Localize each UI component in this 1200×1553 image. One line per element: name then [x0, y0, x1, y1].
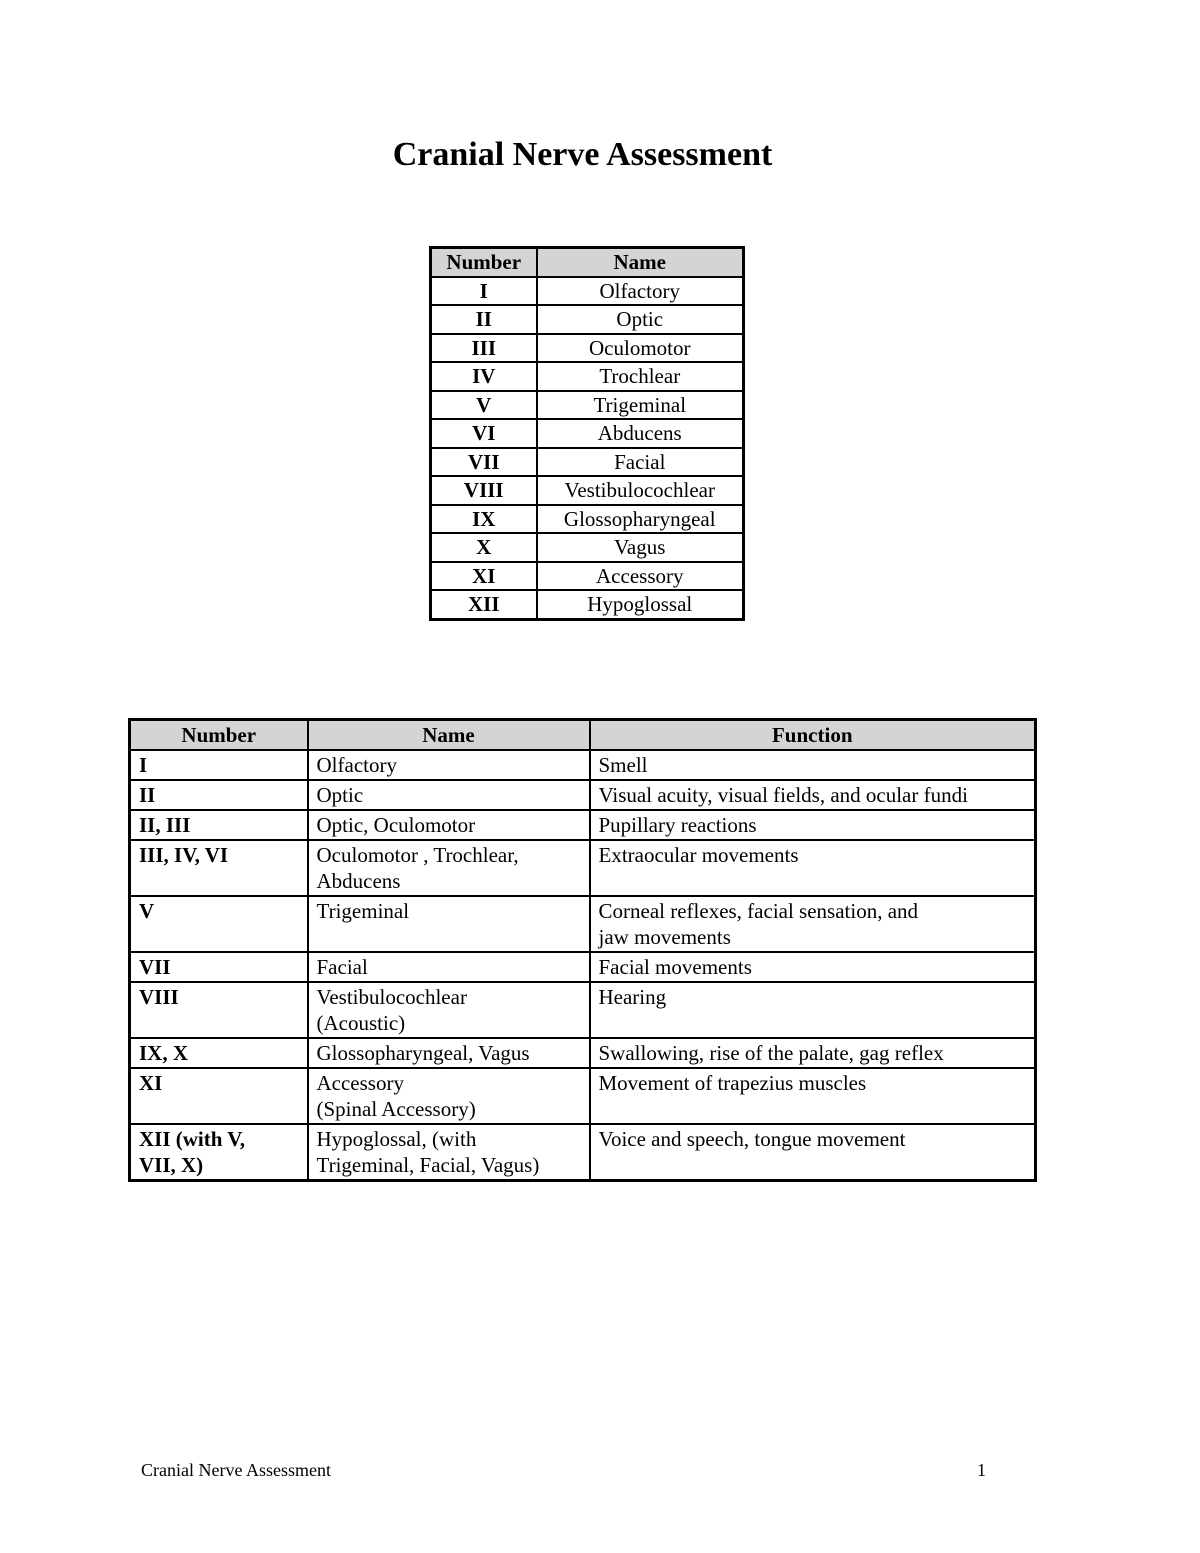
table-row: [431, 533, 744, 562]
table-header-row: [431, 248, 744, 277]
nerve-name-cell: Optic: [537, 305, 744, 334]
nerve-function-cell: Visual acuity, visual fields, and ocular fundi: [590, 780, 1036, 810]
nerve-name-cell: Optic: [308, 780, 590, 810]
nerve-number-cell: I: [431, 277, 537, 306]
nerve-name-cell: Trochlear: [537, 362, 744, 391]
table-row: [431, 305, 744, 334]
table-row: [431, 334, 744, 363]
nerve-function-cell: Facial movements: [590, 952, 1036, 982]
nerve-number-cell: XII: [431, 590, 537, 619]
nerve-number-cell: IX, X: [130, 1038, 308, 1068]
table-row: [130, 896, 1036, 952]
nerve-name-cell: Accessory (Spinal Accessory): [308, 1068, 590, 1124]
nerve-function-cell: Corneal reflexes, facial sensation, and jaw movements: [590, 896, 1036, 952]
nerve-number-cell: XII (with V, VII, X): [130, 1124, 308, 1181]
nerve-name-cell: Oculomotor: [537, 334, 744, 363]
page-title: Cranial Nerve Assessment: [392, 136, 773, 173]
nerve-number-cell: VI: [431, 419, 537, 448]
nerve-number-cell: III: [431, 334, 537, 363]
nerve-name-cell: Olfactory: [308, 750, 590, 780]
nerve-name-cell: Oculomotor , Trochlear, Abducens: [308, 840, 590, 896]
table-row: [431, 505, 744, 534]
nerve-number-cell: II: [130, 780, 308, 810]
nerve-number-cell: V: [431, 391, 537, 420]
nerve-name-cell: Hypoglossal: [537, 590, 744, 619]
nerve-name-cell: Accessory: [537, 562, 744, 591]
nerve-number-cell: XI: [130, 1068, 308, 1124]
nerve-function-cell: Swallowing, rise of the palate, gag reflex: [590, 1038, 1036, 1068]
nerve-name-cell: Trigeminal: [308, 896, 590, 952]
table-row: [431, 391, 744, 420]
nerve-name-cell: Facial: [308, 952, 590, 982]
nerve-number-cell: VIII: [130, 982, 308, 1038]
nerve-name-cell: Vestibulocochlear (Acoustic): [308, 982, 590, 1038]
table-row: [431, 419, 744, 448]
nerve-function-cell: Voice and speech, tongue movement: [590, 1124, 1036, 1181]
nerve-name-cell: Vestibulocochlear: [537, 476, 744, 505]
nerve-number-cell: VII: [130, 952, 308, 982]
nerve-name-cell: Glossopharyngeal: [537, 505, 744, 534]
table-row: [130, 1038, 1036, 1068]
nerve-number-cell: X: [431, 533, 537, 562]
table-row: [130, 1124, 1036, 1181]
nerve-number-cell: I: [130, 750, 308, 780]
table-row: [130, 952, 1036, 982]
nerve-name-cell: Trigeminal: [537, 391, 744, 420]
table-row: [431, 362, 744, 391]
cranial-nerve-function-table: [128, 718, 1037, 1182]
nerve-name-cell: Vagus: [537, 533, 744, 562]
table-row: [431, 590, 744, 619]
nerve-number-cell: II: [431, 305, 537, 334]
nerve-function-cell: Smell: [590, 750, 1036, 780]
column-header-number: Number: [130, 720, 308, 751]
nerve-number-cell: VII: [431, 448, 537, 477]
nerve-name-cell: Abducens: [537, 419, 744, 448]
nerve-name-cell: Hypoglossal, (with Trigeminal, Facial, Vagus): [308, 1124, 590, 1181]
nerve-number-cell: II, III: [130, 810, 308, 840]
table-row: [130, 750, 1036, 780]
nerve-function-cell: Movement of trapezius muscles: [590, 1068, 1036, 1124]
table-row: [431, 277, 744, 306]
table-row: [431, 562, 744, 591]
nerve-name-cell: Facial: [537, 448, 744, 477]
footer-title: Cranial Nerve Assessment: [141, 1460, 331, 1480]
column-header-number: Number: [431, 248, 537, 277]
column-header-name: Name: [537, 248, 744, 277]
table-row: [431, 476, 744, 505]
table-row: [130, 840, 1036, 896]
nerve-name-cell: Optic, Oculomotor: [308, 810, 590, 840]
page-number: 1: [977, 1460, 986, 1480]
cranial-nerve-names-table: [429, 246, 745, 621]
table-row: [130, 780, 1036, 810]
nerve-name-cell: Olfactory: [537, 277, 744, 306]
nerve-function-cell: Hearing: [590, 982, 1036, 1038]
table-row: [130, 982, 1036, 1038]
table-row: [130, 810, 1036, 840]
nerve-function-cell: Pupillary reactions: [590, 810, 1036, 840]
column-header-function: Function: [590, 720, 1036, 751]
nerve-number-cell: XI: [431, 562, 537, 591]
table-header-row: [130, 720, 1036, 751]
nerve-number-cell: V: [130, 896, 308, 952]
nerve-number-cell: IX: [431, 505, 537, 534]
nerve-number-cell: IV: [431, 362, 537, 391]
nerve-number-cell: VIII: [431, 476, 537, 505]
table-row: [130, 1068, 1036, 1124]
nerve-function-cell: Extraocular movements: [590, 840, 1036, 896]
nerve-number-cell: III, IV, VI: [130, 840, 308, 896]
nerve-name-cell: Glossopharyngeal, Vagus: [308, 1038, 590, 1068]
column-header-name: Name: [308, 720, 590, 751]
table-row: [431, 448, 744, 477]
